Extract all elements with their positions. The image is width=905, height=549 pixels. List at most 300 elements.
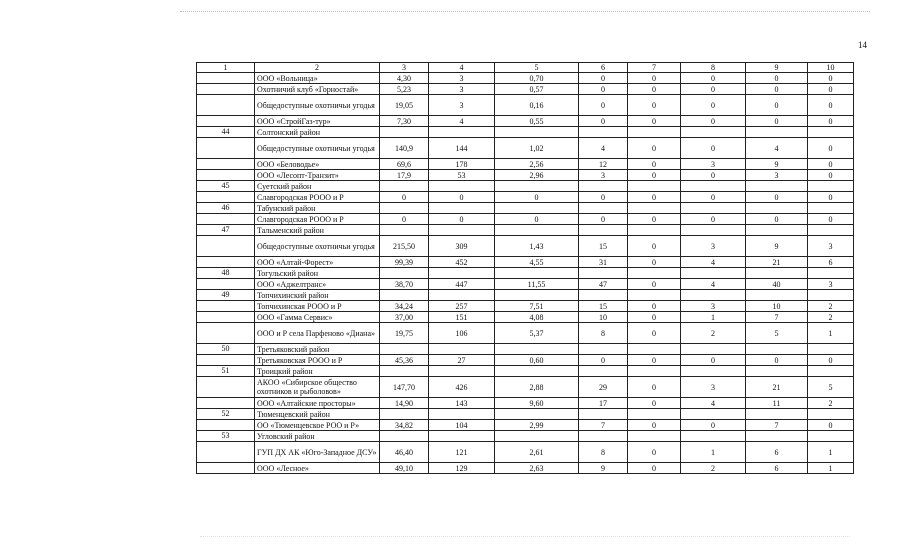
value-cell: 3 xyxy=(808,279,854,290)
value-cell: 0,57 xyxy=(495,84,579,95)
empty-cell xyxy=(429,431,495,442)
empty-cell xyxy=(429,409,495,420)
value-cell: 0 xyxy=(495,192,579,203)
district-row xyxy=(197,290,854,301)
empty-cell xyxy=(628,127,681,138)
empty-cell xyxy=(746,127,808,138)
district-name: Тюменцевский район xyxy=(255,409,380,420)
organization-name: АКОО «Сибирское общество охотников и рыболовов» xyxy=(255,377,380,398)
district-row xyxy=(197,181,854,192)
organization-name: Общедоступные охотничьи угодья xyxy=(255,236,380,257)
value-cell: 99,39 xyxy=(380,257,429,268)
value-cell: 17,9 xyxy=(380,170,429,181)
value-cell: 0 xyxy=(628,463,681,474)
value-cell: 37,00 xyxy=(380,312,429,323)
empty-cell xyxy=(429,127,495,138)
value-cell: 7 xyxy=(579,420,628,431)
empty-cell xyxy=(380,366,429,377)
value-cell: 47 xyxy=(579,279,628,290)
value-cell: 11 xyxy=(746,398,808,409)
empty-cell xyxy=(579,409,628,420)
value-cell: 2,99 xyxy=(495,420,579,431)
value-cell: 5 xyxy=(808,377,854,398)
value-cell: 0 xyxy=(628,279,681,290)
empty-cell xyxy=(579,268,628,279)
district-name: Солтонский район xyxy=(255,127,380,138)
organization-name: ООО «Вольница» xyxy=(255,73,380,84)
empty-cell xyxy=(808,366,854,377)
table-row xyxy=(197,84,854,95)
empty-cell xyxy=(628,344,681,355)
value-cell: 0 xyxy=(808,116,854,127)
organization-name: ООО «Лесное» xyxy=(255,463,380,474)
empty-cell xyxy=(429,344,495,355)
value-cell: 7 xyxy=(746,312,808,323)
empty-cell xyxy=(808,203,854,214)
value-cell: 0 xyxy=(628,95,681,116)
table-row xyxy=(197,398,854,409)
empty-cell xyxy=(681,366,746,377)
district-name: Суетский район xyxy=(255,181,380,192)
organization-name: ОО «Тюменцевское РОО и Р» xyxy=(255,420,380,431)
table-row xyxy=(197,377,854,398)
row-number-cell xyxy=(197,377,255,398)
empty-cell xyxy=(628,268,681,279)
header-cell: 10 xyxy=(808,63,854,73)
value-cell: 27 xyxy=(429,355,495,366)
value-cell: 21 xyxy=(746,257,808,268)
empty-cell xyxy=(628,366,681,377)
table-row xyxy=(197,95,854,116)
value-cell: 4 xyxy=(579,138,628,159)
empty-cell xyxy=(495,268,579,279)
empty-cell xyxy=(681,127,746,138)
district-number: 45 xyxy=(197,181,255,192)
value-cell: 3 xyxy=(681,301,746,312)
organization-name: Охотничий клуб «Горностай» xyxy=(255,84,380,95)
empty-cell xyxy=(579,344,628,355)
empty-cell xyxy=(808,268,854,279)
scan-artifact-line xyxy=(200,536,850,537)
value-cell: 447 xyxy=(429,279,495,290)
value-cell: 0 xyxy=(579,192,628,203)
hunting-grounds-table xyxy=(196,62,854,474)
empty-cell xyxy=(681,409,746,420)
value-cell: 0 xyxy=(628,73,681,84)
table-row xyxy=(197,301,854,312)
value-cell: 0 xyxy=(628,116,681,127)
empty-cell xyxy=(380,225,429,236)
empty-cell xyxy=(380,268,429,279)
district-row xyxy=(197,344,854,355)
empty-cell xyxy=(628,431,681,442)
value-cell: 0 xyxy=(808,420,854,431)
header-cell: 8 xyxy=(681,63,746,73)
row-number-cell xyxy=(197,442,255,463)
empty-cell xyxy=(495,127,579,138)
value-cell: 0 xyxy=(746,214,808,225)
value-cell: 53 xyxy=(429,170,495,181)
value-cell: 0 xyxy=(628,236,681,257)
value-cell: 34,24 xyxy=(380,301,429,312)
row-number-cell xyxy=(197,138,255,159)
row-number-cell xyxy=(197,420,255,431)
district-name: Тальменский район xyxy=(255,225,380,236)
table-row xyxy=(197,192,854,203)
district-number: 50 xyxy=(197,344,255,355)
organization-name: ООО «Беловодье» xyxy=(255,159,380,170)
value-cell: 2,96 xyxy=(495,170,579,181)
district-number: 51 xyxy=(197,366,255,377)
district-number: 52 xyxy=(197,409,255,420)
value-cell: 0 xyxy=(628,398,681,409)
header-cell: 1 xyxy=(197,63,255,73)
value-cell: 0 xyxy=(681,138,746,159)
row-number-cell xyxy=(197,279,255,290)
empty-cell xyxy=(746,366,808,377)
empty-cell xyxy=(628,290,681,301)
row-number-cell xyxy=(197,214,255,225)
value-cell: 0 xyxy=(681,355,746,366)
organization-name: ООО «Лесопт-Транзит» xyxy=(255,170,380,181)
empty-cell xyxy=(380,290,429,301)
table-row xyxy=(197,442,854,463)
empty-cell xyxy=(681,344,746,355)
value-cell: 0 xyxy=(681,73,746,84)
empty-cell xyxy=(495,344,579,355)
empty-cell xyxy=(495,290,579,301)
empty-cell xyxy=(380,203,429,214)
table-row xyxy=(197,355,854,366)
empty-cell xyxy=(681,431,746,442)
value-cell: 121 xyxy=(429,442,495,463)
value-cell: 0 xyxy=(746,116,808,127)
value-cell: 7 xyxy=(746,420,808,431)
value-cell: 0 xyxy=(681,84,746,95)
district-name: Троицкий район xyxy=(255,366,380,377)
value-cell: 0 xyxy=(380,192,429,203)
value-cell: 0 xyxy=(628,257,681,268)
value-cell: 0 xyxy=(808,192,854,203)
empty-cell xyxy=(681,268,746,279)
value-cell: 5,37 xyxy=(495,323,579,344)
value-cell: 143 xyxy=(429,398,495,409)
empty-cell xyxy=(808,127,854,138)
header-row xyxy=(197,63,854,73)
organization-name: ООО «СтройГаз-тур» xyxy=(255,116,380,127)
value-cell: 5,23 xyxy=(380,84,429,95)
value-cell: 4 xyxy=(681,257,746,268)
value-cell: 0 xyxy=(808,355,854,366)
empty-cell xyxy=(808,290,854,301)
table-row xyxy=(197,214,854,225)
value-cell: 3 xyxy=(429,84,495,95)
value-cell: 7,30 xyxy=(380,116,429,127)
value-cell: 0 xyxy=(746,355,808,366)
row-number-cell xyxy=(197,170,255,181)
district-number: 44 xyxy=(197,127,255,138)
row-number-cell xyxy=(197,73,255,84)
value-cell: 1 xyxy=(681,442,746,463)
value-cell: 0 xyxy=(808,159,854,170)
value-cell: 10 xyxy=(579,312,628,323)
value-cell: 49,10 xyxy=(380,463,429,474)
district-row xyxy=(197,431,854,442)
value-cell: 0 xyxy=(746,84,808,95)
value-cell: 0 xyxy=(628,192,681,203)
header-cell: 6 xyxy=(579,63,628,73)
value-cell: 104 xyxy=(429,420,495,431)
value-cell: 0,55 xyxy=(495,116,579,127)
empty-cell xyxy=(808,181,854,192)
value-cell: 11,55 xyxy=(495,279,579,290)
empty-cell xyxy=(808,431,854,442)
district-row xyxy=(197,366,854,377)
organization-name: Славгородская РООО и Р xyxy=(255,214,380,225)
value-cell: 0 xyxy=(808,170,854,181)
row-number-cell xyxy=(197,312,255,323)
empty-cell xyxy=(681,203,746,214)
value-cell: 0 xyxy=(579,95,628,116)
value-cell: 0 xyxy=(579,116,628,127)
value-cell: 29 xyxy=(579,377,628,398)
empty-cell xyxy=(429,181,495,192)
empty-cell xyxy=(429,290,495,301)
value-cell: 1,43 xyxy=(495,236,579,257)
value-cell: 0,70 xyxy=(495,73,579,84)
value-cell: 14,90 xyxy=(380,398,429,409)
row-number-cell xyxy=(197,84,255,95)
value-cell: 3 xyxy=(681,236,746,257)
value-cell: 0 xyxy=(628,312,681,323)
header-cell: 9 xyxy=(746,63,808,73)
organization-name: Топчихинская РООО и Р xyxy=(255,301,380,312)
value-cell: 3 xyxy=(429,73,495,84)
header-cell: 3 xyxy=(380,63,429,73)
value-cell: 452 xyxy=(429,257,495,268)
district-number: 49 xyxy=(197,290,255,301)
value-cell: 0 xyxy=(808,95,854,116)
value-cell: 0 xyxy=(808,138,854,159)
empty-cell xyxy=(579,127,628,138)
value-cell: 140,9 xyxy=(380,138,429,159)
empty-cell xyxy=(380,181,429,192)
empty-cell xyxy=(429,268,495,279)
value-cell: 34,82 xyxy=(380,420,429,431)
value-cell: 0 xyxy=(628,301,681,312)
value-cell: 15 xyxy=(579,236,628,257)
value-cell: 3 xyxy=(746,170,808,181)
empty-cell xyxy=(628,181,681,192)
empty-cell xyxy=(681,225,746,236)
value-cell: 1,02 xyxy=(495,138,579,159)
value-cell: 106 xyxy=(429,323,495,344)
value-cell: 5 xyxy=(746,323,808,344)
district-row xyxy=(197,409,854,420)
value-cell: 19,75 xyxy=(380,323,429,344)
value-cell: 257 xyxy=(429,301,495,312)
value-cell: 38,70 xyxy=(380,279,429,290)
value-cell: 1 xyxy=(681,312,746,323)
value-cell: 147,70 xyxy=(380,377,429,398)
value-cell: 6 xyxy=(746,463,808,474)
value-cell: 4 xyxy=(746,138,808,159)
value-cell: 3 xyxy=(579,170,628,181)
scan-artifact-line xyxy=(180,11,870,12)
value-cell: 2 xyxy=(808,312,854,323)
header-cell: 5 xyxy=(495,63,579,73)
value-cell: 0 xyxy=(681,192,746,203)
value-cell: 0 xyxy=(681,420,746,431)
organization-name: ООО «Алтай-Форест» xyxy=(255,257,380,268)
row-number-cell xyxy=(197,355,255,366)
row-number-cell xyxy=(197,398,255,409)
value-cell: 0 xyxy=(808,73,854,84)
value-cell: 7,51 xyxy=(495,301,579,312)
value-cell: 31 xyxy=(579,257,628,268)
value-cell: 2 xyxy=(681,463,746,474)
value-cell: 0 xyxy=(628,84,681,95)
value-cell: 0 xyxy=(495,214,579,225)
empty-cell xyxy=(746,203,808,214)
value-cell: 2,61 xyxy=(495,442,579,463)
organization-name: Общедоступные охотничьи угодья xyxy=(255,138,380,159)
empty-cell xyxy=(579,203,628,214)
empty-cell xyxy=(746,290,808,301)
empty-cell xyxy=(681,181,746,192)
value-cell: 6 xyxy=(808,257,854,268)
value-cell: 9 xyxy=(579,463,628,474)
value-cell: 15 xyxy=(579,301,628,312)
value-cell: 0 xyxy=(579,84,628,95)
district-row xyxy=(197,127,854,138)
value-cell: 9 xyxy=(746,159,808,170)
organization-name: ООО «Аджелтранс» xyxy=(255,279,380,290)
value-cell: 0 xyxy=(628,138,681,159)
row-number-cell xyxy=(197,236,255,257)
value-cell: 0 xyxy=(628,355,681,366)
header-cell: 4 xyxy=(429,63,495,73)
district-name: Топчихинский район xyxy=(255,290,380,301)
empty-cell xyxy=(746,181,808,192)
district-name: Третьяковский район xyxy=(255,344,380,355)
empty-cell xyxy=(579,431,628,442)
header-cell: 7 xyxy=(628,63,681,73)
organization-name: ООО «Гамма Сервис» xyxy=(255,312,380,323)
row-number-cell xyxy=(197,323,255,344)
empty-cell xyxy=(628,409,681,420)
district-number: 53 xyxy=(197,431,255,442)
empty-cell xyxy=(579,366,628,377)
empty-cell xyxy=(429,366,495,377)
empty-cell xyxy=(495,366,579,377)
value-cell: 0 xyxy=(746,95,808,116)
value-cell: 3 xyxy=(681,377,746,398)
value-cell: 8 xyxy=(579,323,628,344)
value-cell: 3 xyxy=(808,236,854,257)
row-number-cell xyxy=(197,192,255,203)
value-cell: 0 xyxy=(579,355,628,366)
empty-cell xyxy=(808,225,854,236)
value-cell: 215,50 xyxy=(380,236,429,257)
value-cell: 4 xyxy=(681,279,746,290)
district-row xyxy=(197,268,854,279)
value-cell: 178 xyxy=(429,159,495,170)
value-cell: 0 xyxy=(681,214,746,225)
header-cell: 2 xyxy=(255,63,380,73)
value-cell: 426 xyxy=(429,377,495,398)
empty-cell xyxy=(380,409,429,420)
table-body xyxy=(197,63,854,474)
table-row xyxy=(197,420,854,431)
empty-cell xyxy=(746,431,808,442)
empty-cell xyxy=(628,225,681,236)
empty-cell xyxy=(746,409,808,420)
value-cell: 12 xyxy=(579,159,628,170)
value-cell: 0 xyxy=(628,420,681,431)
empty-cell xyxy=(495,225,579,236)
value-cell: 0 xyxy=(628,323,681,344)
value-cell: 0 xyxy=(681,170,746,181)
value-cell: 0,16 xyxy=(495,95,579,116)
value-cell: 2 xyxy=(808,398,854,409)
value-cell: 2 xyxy=(681,323,746,344)
value-cell: 0 xyxy=(429,214,495,225)
value-cell: 2,88 xyxy=(495,377,579,398)
table-row xyxy=(197,138,854,159)
value-cell: 40 xyxy=(746,279,808,290)
table-row xyxy=(197,279,854,290)
empty-cell xyxy=(579,181,628,192)
district-number: 46 xyxy=(197,203,255,214)
row-number-cell xyxy=(197,301,255,312)
empty-cell xyxy=(380,127,429,138)
district-row xyxy=(197,225,854,236)
table-row xyxy=(197,170,854,181)
value-cell: 0 xyxy=(380,214,429,225)
empty-cell xyxy=(681,290,746,301)
row-number-cell xyxy=(197,116,255,127)
row-number-cell xyxy=(197,463,255,474)
district-name: Табунский район xyxy=(255,203,380,214)
value-cell: 151 xyxy=(429,312,495,323)
empty-cell xyxy=(380,344,429,355)
table-row xyxy=(197,116,854,127)
empty-cell xyxy=(808,344,854,355)
organization-name: Третьяковская РООО и Р xyxy=(255,355,380,366)
value-cell: 8 xyxy=(579,442,628,463)
empty-cell xyxy=(579,290,628,301)
value-cell: 17 xyxy=(579,398,628,409)
district-number: 48 xyxy=(197,268,255,279)
value-cell: 9,60 xyxy=(495,398,579,409)
organization-name: Общедоступные охотничьи угодья xyxy=(255,95,380,116)
value-cell: 4 xyxy=(429,116,495,127)
district-name: Тогульский район xyxy=(255,268,380,279)
organization-name: ООО и Р села Парфеново «Диана» xyxy=(255,323,380,344)
value-cell: 69,6 xyxy=(380,159,429,170)
value-cell: 309 xyxy=(429,236,495,257)
district-name: Угловский район xyxy=(255,431,380,442)
value-cell: 19,05 xyxy=(380,95,429,116)
value-cell: 0 xyxy=(429,192,495,203)
value-cell: 6 xyxy=(746,442,808,463)
empty-cell xyxy=(579,225,628,236)
value-cell: 129 xyxy=(429,463,495,474)
table-row xyxy=(197,236,854,257)
value-cell: 1 xyxy=(808,463,854,474)
empty-cell xyxy=(746,225,808,236)
